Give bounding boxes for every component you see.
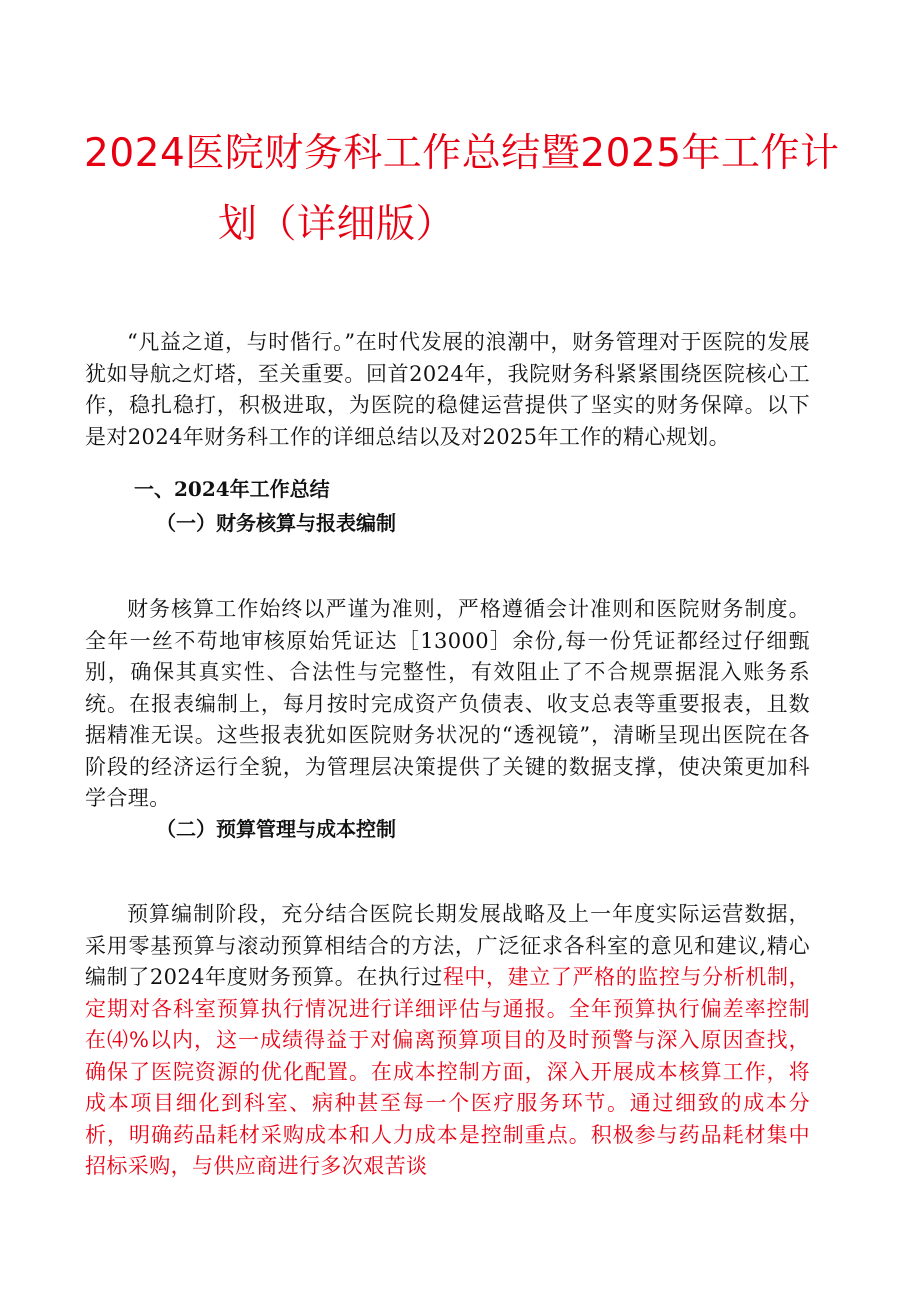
section-heading-summary: 一、2024年工作总结 — [134, 477, 330, 501]
budget-paragraph-text: 预算编制阶段，充分结合医院长期发展战略及上一年度实际运营数据，采用零基预算与滚动预算相结合的方法，广泛征求各科室的意见和建议,精心编制了2024年度财务预算。在执行过 — [85, 902, 810, 989]
document-title-line-1: 2024医院财务科工作总结暨2025年工作计 — [84, 131, 840, 176]
document-title-line-2: 划（详细版） — [218, 202, 456, 247]
subsection-heading-accounting: （一）财务核算与报表编制 — [156, 511, 396, 535]
budget-paragraph-highlighted-text: 程中，建立了严格的监控与分析机制，定期对各科室预算执行情况进行详细评估与通报。全年预算执行偏差率控制在⑷%以内，这一成绩得益于对偏离预算项目的及时预警与深入原因查找，确保了医院资源的优化配置。在成本控制方面，深入开展成本核算工作，将成本项目细化到科室、病种甚至每一个医疗服务环节。通过细致的成本分析，明确药品耗材采购成本和人力成本是控制重点。积极参与药品耗材集中招标采购，与供应商进行多次艰苦谈 — [85, 965, 810, 1178]
budget-paragraph — [85, 899, 810, 1183]
accounting-paragraph: 财务核算工作始终以严谨为准则，严格遵循会计准则和医院财务制度。全年一丝不苟地审核原始凭证达［13000］余份,每一份凭证都经过仔细甄别，确保其真实性、合法性与完整性，有效阻止了不合规票据混入账务系统。在报表编制上，每月按时完成资产负债表、收支总表等重要报表，且数据精准无误。这些报表犹如医院财务状况的“透视镜”，清晰呈现出医院在各阶段的经济运行全貌，为管理层决策提供了关键的数据支撑，使决策更加科学合理。 — [85, 597, 810, 810]
subsection-heading-budget: （二）预算管理与成本控制 — [156, 817, 396, 841]
intro-paragraph: “凡益之道，与时偕行。”在时代发展的浪潮中，财务管理对于医院的发展犹如导航之灯塔，至关重要。回首2024年，我院财务科紧紧围绕医院核心工作，稳扎稳打，积极进取，为医院的稳健运营提供了坚实的财务保障。以下是对2024年财务科工作的详细总结以及对2025年工作的精心规划。 — [85, 330, 810, 449]
